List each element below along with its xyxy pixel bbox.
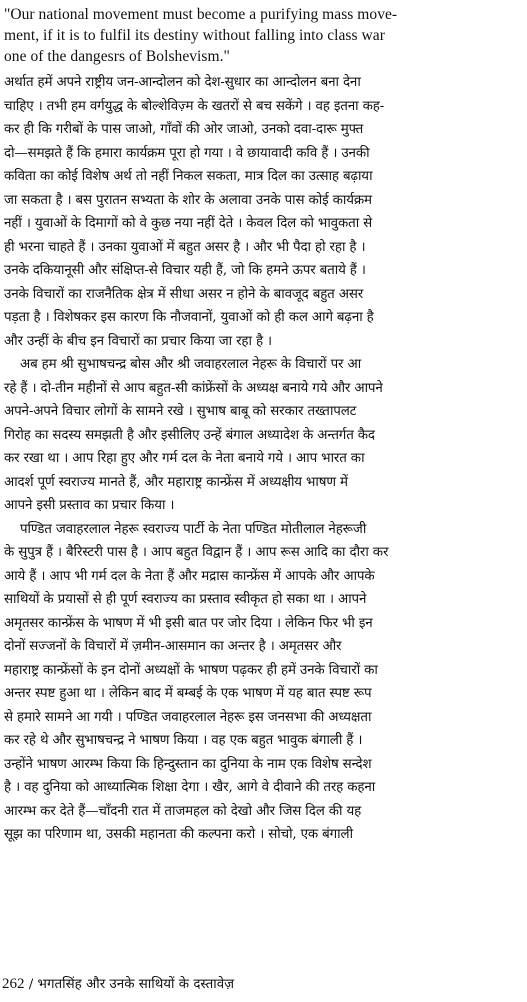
text-line: साथियों के प्रयासों से ही पूर्ण स्वराज्य का प्रस्ताव स्वीकृत हो सका था । आपने bbox=[4, 592, 367, 607]
english-quote bbox=[4, 4, 523, 67]
text-line: कर रहे थे और सुभाषचन्द्र ने भाषण किया । वह एक बहुत भावुक बंगाली हैं । bbox=[4, 733, 363, 748]
text-line: चाहिए । तभी हम वर्गयुद्ध के बोल्शेविज़्म के खतरों से बच सकेंगे । वह इतना कह- bbox=[4, 98, 385, 114]
text-line: है । वह दुनिया को आध्यात्मिक शिक्षा देगा । खैर, आगे वे दीवाने की तरह कहना bbox=[4, 780, 376, 795]
text-line: पड़ता है । विशेषकर इस कारण कि नौजवानों, युवाओं को ही कल आगे बढ़ना है bbox=[4, 310, 374, 325]
text-line: ही भरना चाहते हैं । उनका युवाओं में बहुत असर है । और भी पैदा हो रहा है । bbox=[4, 239, 366, 255]
page-number: 262 bbox=[2, 976, 25, 992]
quote-line: one of the dangesrs of Bolshevism." bbox=[4, 48, 230, 65]
text-line: दोनों सज्जनों के विचारों में ज़मीन-आसमान का अन्तर है । अमृतसर और bbox=[4, 639, 342, 654]
text-line: के सुपुत्र हैं । बैरिस्टरी पास है । आप बहुत विद्वान हैं । आप रूस आदि का दौरा कर bbox=[4, 545, 389, 560]
text-line: अब हम श्री सुभाषचन्द्र बोस और श्री जवाहरलाल नेहरू के विचारों पर आ bbox=[20, 357, 362, 372]
text-line: से हमारे सामने आ गयी । पण्डित जवाहरलाल नेहरू इस जनसभा की अध्यक्षता bbox=[4, 709, 372, 725]
text-line: कर ही कि गरीबों के पास जाओ, गाँवों की ओर जाओ, उनको दवा-दारू मुफ्त bbox=[4, 122, 364, 137]
text-line: सूझ का परिणाम था, उसकी महानता की कल्पना करो । सोचो, एक बंगाली bbox=[4, 827, 353, 842]
text-line: महाराष्ट्र कान्फ्रेंसों के इन दोनों अध्यक्षों के भाषण पढ़कर ही हमें उनके विचारों का bbox=[4, 662, 378, 678]
text-line: कविता का कोई विशेष अर्थ तो नहीं निकल सकता, मात्र दिल का उत्साह बढ़ाया bbox=[4, 169, 373, 184]
text-line: आये हैं । आप भी गर्म दल के नेता हैं और मद्रास कान्फ्रेंस में आपके और आपके bbox=[4, 568, 375, 584]
text-line: अमृतसर कान्फ्रेंस के भाषण में भी इसी बात पर जोर दिया । लेकिन फिर भी इन bbox=[4, 615, 373, 631]
paragraph-2 bbox=[4, 353, 523, 518]
running-title: भगतसिंह और उनके साथियों के दस्तावेज़ bbox=[37, 977, 235, 992]
text-line: अन्तर स्पष्ट हुआ था । लेकिन बाद में बम्बई के एक भाषण में यह बात स्पष्ट रूप bbox=[4, 686, 372, 701]
text-line: दो—समझते हैं कि हमारा कार्यक्रम पूरा हो गया । वे छायावादी कवि हैं । उनकी bbox=[4, 145, 370, 161]
text-line: आरम्भ कर देते हैं—चाँदनी रात में ताजमहल को देखो और जिस दिल की यह bbox=[4, 803, 362, 819]
quote-line: ment, if it is to fulfil its destiny without falling into class war bbox=[4, 27, 385, 44]
text-line: नहीं । युवाओं के दिमागों को वे कुछ नया नहीं देते । केवल दिल को भावुकता से bbox=[4, 216, 373, 231]
page-footer bbox=[2, 973, 234, 996]
text-line: अपने-अपने विचार लोगों के सामने रखे । सुभाष बाबू को सरकार तख्तापलट bbox=[4, 404, 357, 419]
text-line: उन्होंने भाषण आरम्भ किया कि हिन्दुस्तान का दुनिया के नाम एक विशेष सन्देश bbox=[4, 756, 372, 772]
text-line: उनके विचारों का राजनैतिक क्षेत्र में सीधा असर न होने के बावजूद बहुत असर bbox=[4, 286, 364, 302]
text-line: रहे हैं । दो-तीन महीनों से आप बहुत-सी कांफ्रेंसों के अध्यक्ष बनाये गये और आपने bbox=[4, 380, 383, 396]
text-line: उनके दकियानूसी और संक्षिप्त-से विचार यही हैं, जो कि हमने ऊपर बताये हैं । bbox=[4, 263, 366, 278]
text-line: जा सकता है । बस पुरातन सभ्यता के शोर के अलावा उनके पास कोई कार्यक्रम bbox=[4, 192, 372, 208]
footer-separator: / bbox=[24, 977, 38, 992]
paragraph-3 bbox=[4, 518, 523, 847]
text-line: और उन्हीं के बीच इन विचारों का प्रचार किया जा रहा है । bbox=[4, 333, 272, 349]
quote-line: "Our national movement must become a purifying mass move- bbox=[4, 6, 398, 23]
text-line: पण्डित जवाहरलाल नेहरू स्वराज्य पार्टी के नेता पण्डित मोतीलाल नेहरूजी bbox=[20, 521, 367, 537]
text-line: कर रखा था । आप रिहा हुए और गर्म दल के नेता बनाये गये । आप भारत का bbox=[4, 451, 365, 466]
text-line: आपने इसी प्रस्ताव का प्रचार किया । bbox=[4, 498, 175, 513]
text-line: आदर्श पूर्ण स्वराज्य मानते हैं, और महाराष्ट्र कान्फ्रेंस में अध्यक्षीय भाषण में bbox=[4, 474, 348, 490]
text-line: गिरोह का सदस्य समझती है और इसीलिए उन्हें बंगाल अध्यादेश के अन्तर्गत कैद bbox=[4, 427, 375, 443]
text-line: अर्थात हमें अपने राष्ट्रीय जन-आन्दोलन को देश-सुधार का आन्दोलन बना देना bbox=[4, 75, 361, 90]
paragraph-1 bbox=[4, 71, 523, 353]
